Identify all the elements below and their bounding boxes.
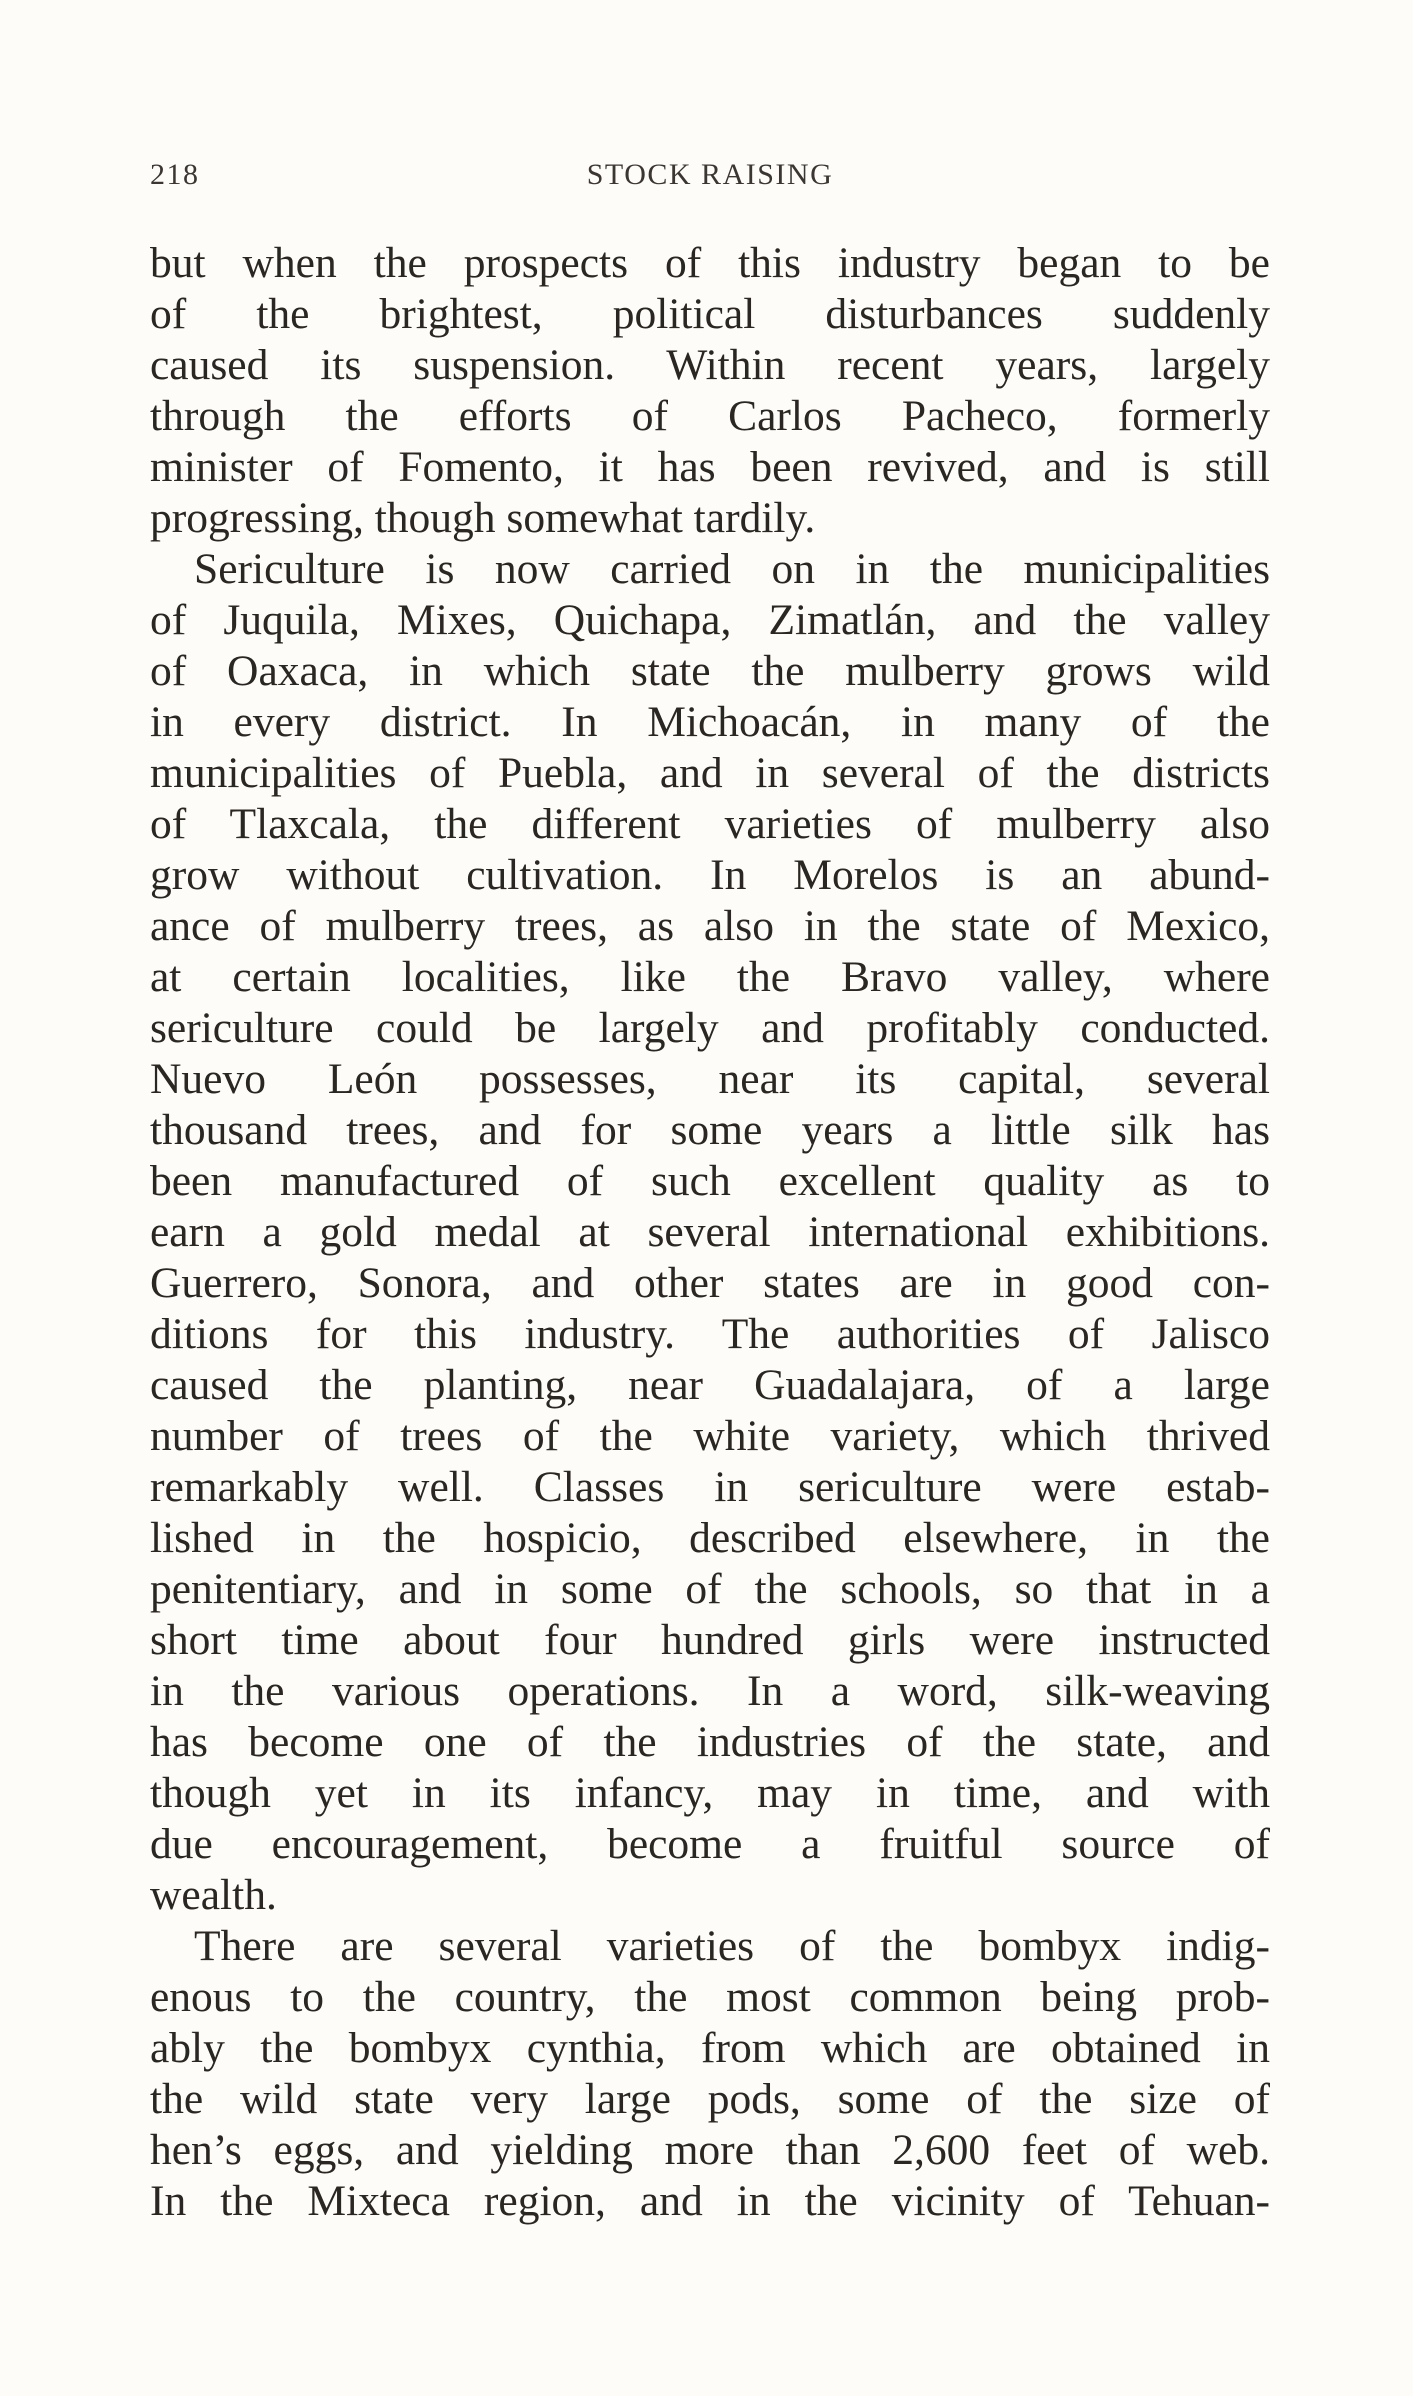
text-line: Guerrero, Sonora, and other states are in good con- <box>150 1259 1270 1307</box>
text-line: grow without cultivation. In Morelos is an abund- <box>150 851 1270 899</box>
text-line: minister of Fomento, it has been revived, and is still <box>150 443 1270 491</box>
text-line: of Tlaxcala, the different varieties of mulberry also <box>150 800 1270 848</box>
text-line: in every district. In Michoacán, in many of the <box>150 698 1270 746</box>
text-line: of Juquila, Mixes, Quichapa, Zimatlán, and the valley <box>150 596 1270 644</box>
text-line: number of trees of the white variety, which thrived <box>150 1412 1270 1460</box>
text-line: caused the planting, near Guadalajara, of a large <box>150 1361 1270 1409</box>
running-title: STOCK RAISING <box>586 158 834 191</box>
text-line: short time about four hundred girls were instructed <box>150 1616 1270 1664</box>
text-line: enous to the country, the most common being prob- <box>150 1973 1270 2021</box>
text-line: Nuevo León possesses, near its capital, several <box>150 1055 1270 1103</box>
text-line: lished in the hospicio, described elsewhere, in the <box>150 1514 1270 1562</box>
text-line: sericulture could be largely and profitably conducted. <box>150 1004 1270 1052</box>
text-line: earn a gold medal at several international exhibitions. <box>150 1208 1270 1256</box>
text-line: but when the prospects of this industry began to be <box>150 239 1270 287</box>
text-line: thousand trees, and for some years a little silk has <box>150 1106 1270 1154</box>
text-line: the wild state very large pods, some of the size of <box>150 2075 1270 2123</box>
text-line: wealth. <box>150 1871 277 1919</box>
text-line: of Oaxaca, in which state the mulberry grows wild <box>150 647 1270 695</box>
text-line: though yet in its infancy, may in time, and with <box>150 1769 1270 1817</box>
text-line: municipalities of Puebla, and in several of the districts <box>150 749 1270 797</box>
running-head <box>150 158 1270 198</box>
text-line: at certain localities, like the Bravo valley, where <box>150 953 1270 1001</box>
body-text <box>150 238 1270 2227</box>
page-number: 218 <box>150 158 200 191</box>
text-line: has become one of the industries of the state, and <box>150 1718 1270 1766</box>
text-line: in the various operations. In a word, silk-weaving <box>150 1667 1270 1715</box>
text-line: due encouragement, become a fruitful source of <box>150 1820 1270 1868</box>
text-line: progressing, though somewhat tardily. <box>150 494 816 542</box>
text-line: hen’s eggs, and yielding more than 2,600 feet of web. <box>150 2126 1270 2174</box>
text-line: ance of mulberry trees, as also in the state of Mexico, <box>150 902 1270 950</box>
text-line: of the brightest, political disturbances suddenly <box>150 290 1270 338</box>
text-line: ably the bombyx cynthia, from which are obtained in <box>150 2024 1270 2072</box>
text-line: ditions for this industry. The authorities of Jalisco <box>150 1310 1270 1358</box>
text-line: been manufactured of such excellent quality as to <box>150 1157 1270 1205</box>
text-line: Sericulture is now carried on in the municipalities <box>194 545 1270 593</box>
text-line: through the efforts of Carlos Pacheco, formerly <box>150 392 1270 440</box>
text-line: There are several varieties of the bombyx indig- <box>194 1922 1270 1970</box>
text-line: remarkably well. Classes in sericulture were estab- <box>150 1463 1270 1511</box>
text-line: In the Mixteca region, and in the vicinity of Tehuan- <box>150 2177 1270 2225</box>
text-line: penitentiary, and in some of the schools, so that in a <box>150 1565 1270 1613</box>
text-line: caused its suspension. Within recent years, largely <box>150 341 1270 389</box>
